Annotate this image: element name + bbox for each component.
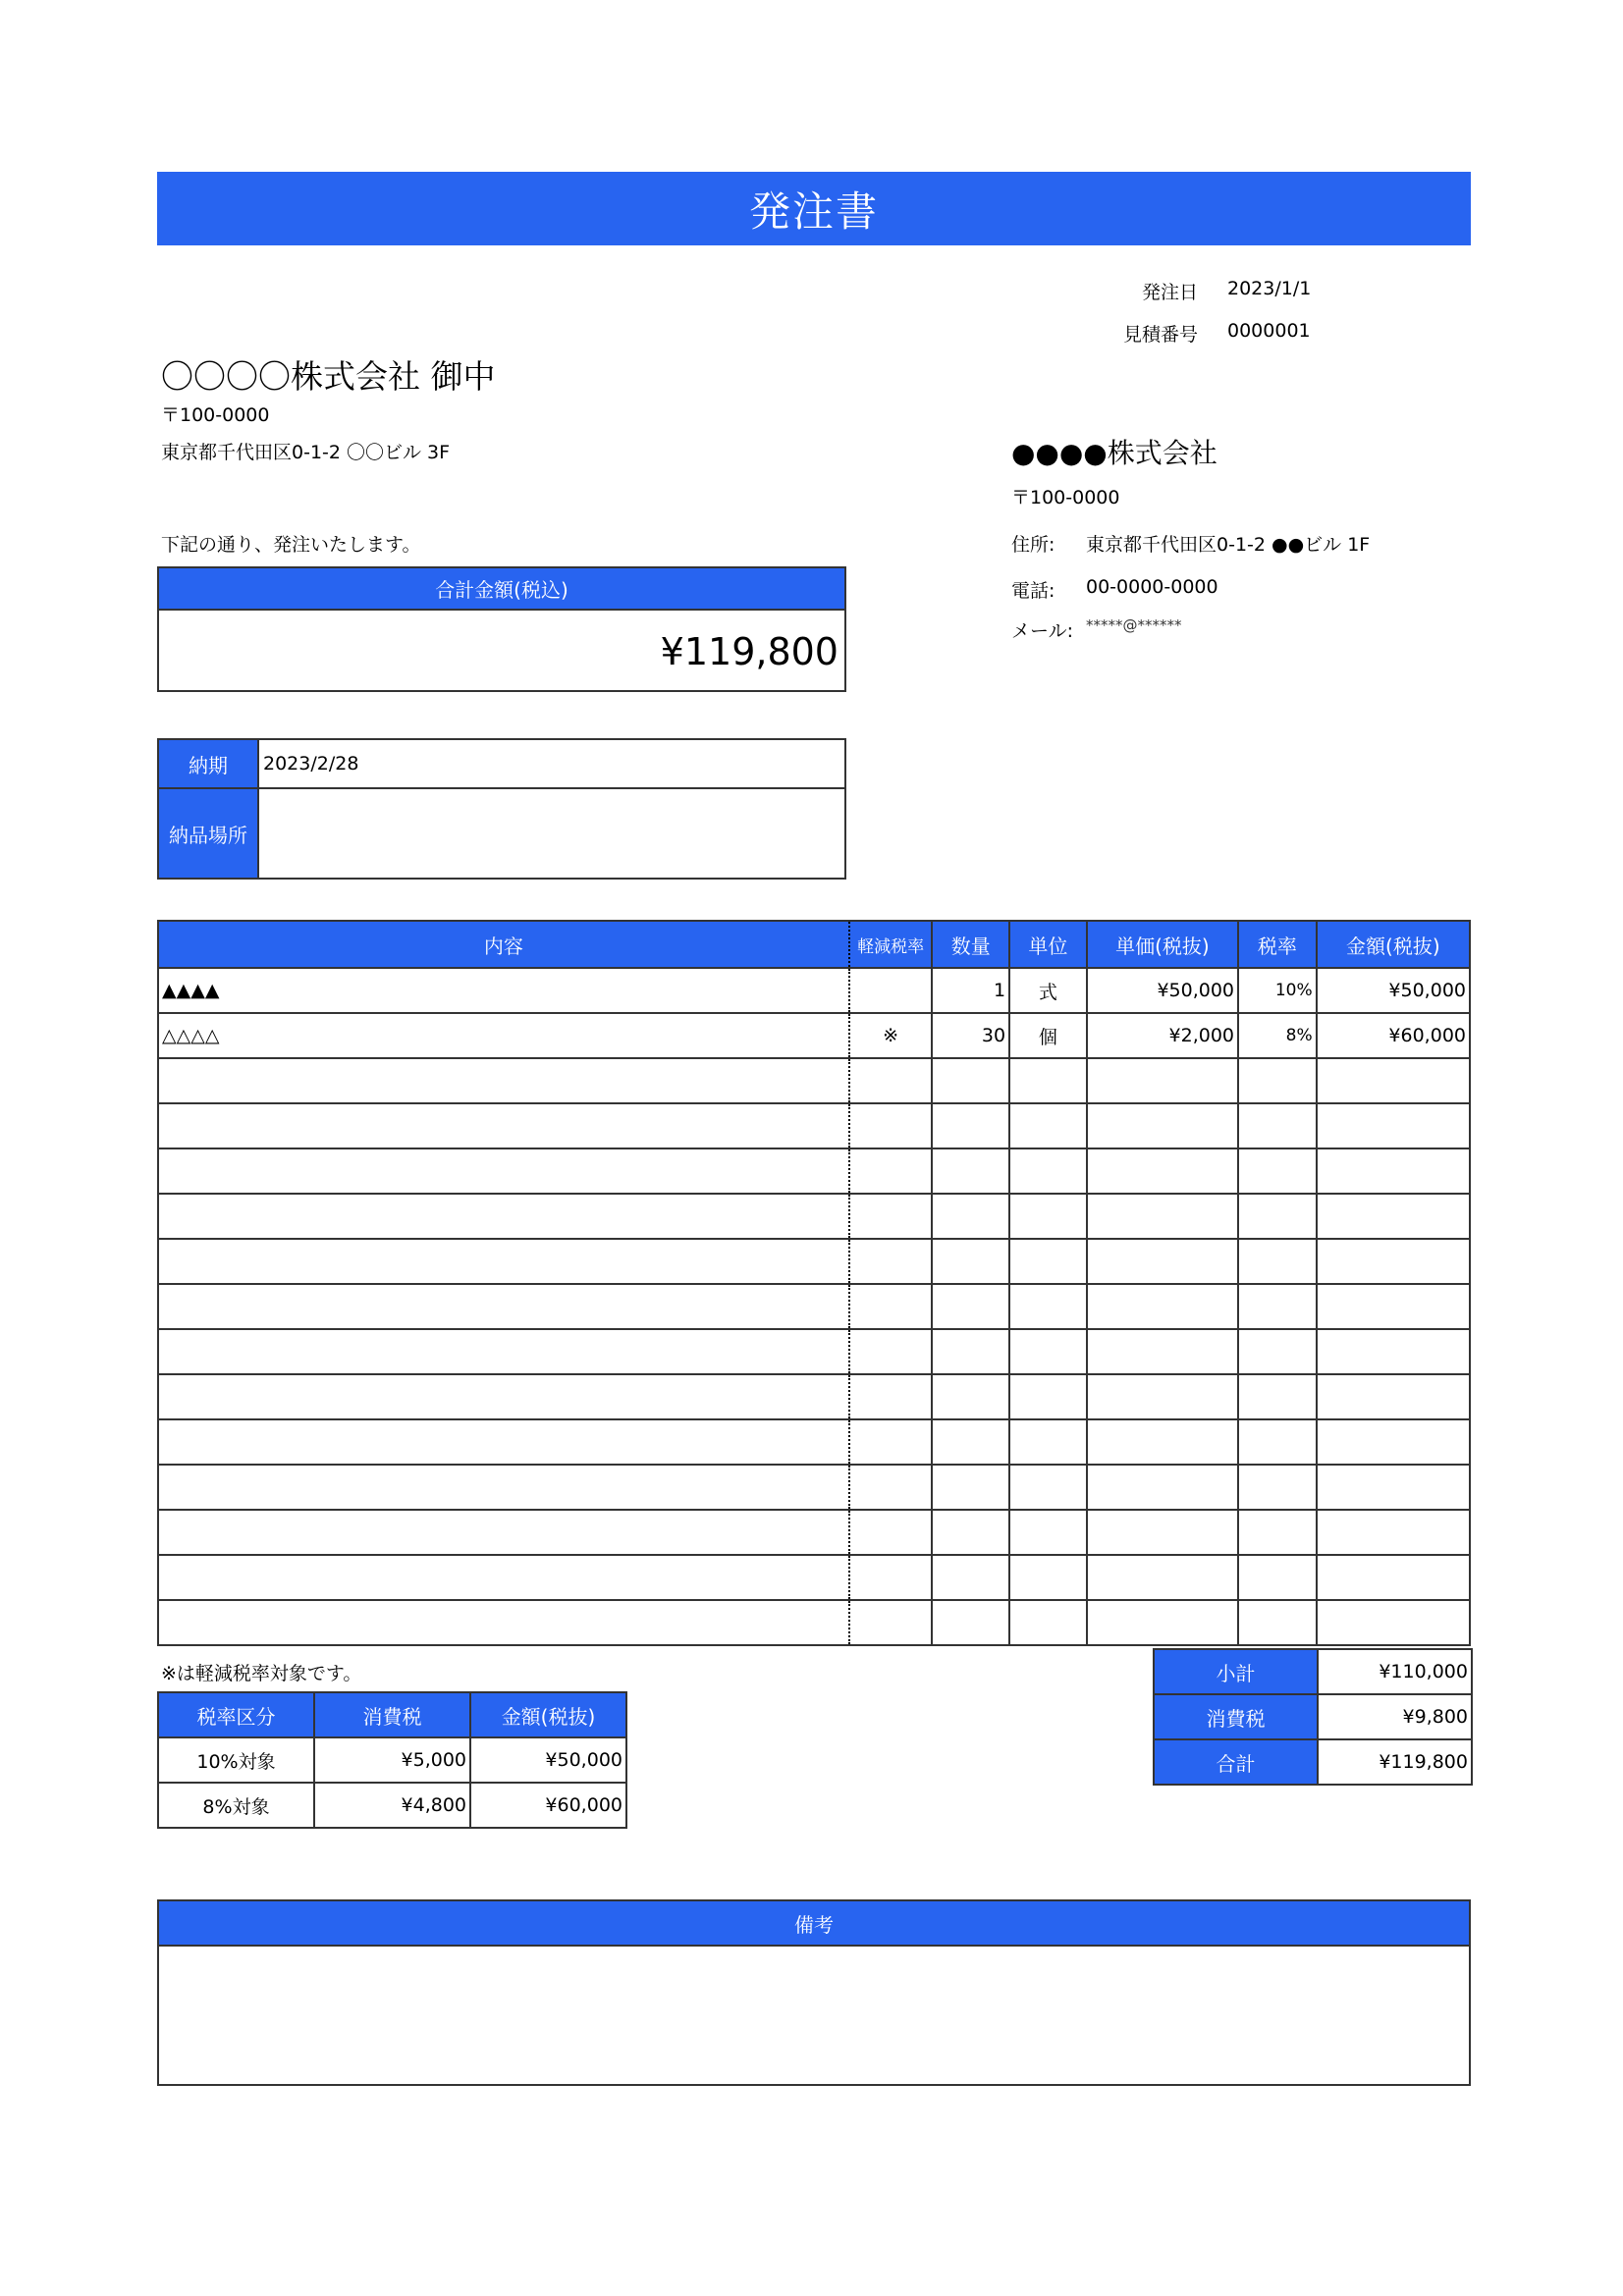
item-quantity bbox=[932, 1374, 1009, 1419]
item-tax-rate bbox=[1238, 1194, 1317, 1239]
item-reduced-rate bbox=[849, 1419, 933, 1465]
item-content bbox=[158, 1555, 849, 1600]
tax-summary-row bbox=[158, 1783, 626, 1828]
table-row bbox=[158, 1419, 1470, 1465]
item-reduced-rate bbox=[849, 1148, 933, 1194]
item-reduced-rate: ※ bbox=[849, 1013, 933, 1058]
sender-phone-label: 電話: bbox=[1011, 580, 1055, 602]
table-row bbox=[158, 968, 1470, 1013]
item-quantity bbox=[932, 1510, 1009, 1555]
item-tax-rate bbox=[1238, 1329, 1317, 1374]
item-content bbox=[158, 1329, 849, 1374]
item-tax-rate bbox=[1238, 1284, 1317, 1329]
item-reduced-rate bbox=[849, 1374, 933, 1419]
item-unit-price bbox=[1087, 1419, 1238, 1465]
subtotal-row bbox=[1154, 1649, 1472, 1694]
item-content: △△△△ bbox=[158, 1013, 849, 1058]
item-quantity bbox=[932, 1419, 1009, 1465]
item-content bbox=[158, 1465, 849, 1510]
recipient-postal: 〒100-0000 bbox=[161, 404, 270, 426]
item-content bbox=[158, 1239, 849, 1284]
estimate-no: 0000001 bbox=[1227, 320, 1311, 342]
item-unit bbox=[1009, 1600, 1087, 1645]
item-unit-price bbox=[1087, 1148, 1238, 1194]
header-tax-category: 税率区分 bbox=[158, 1692, 314, 1737]
item-unit bbox=[1009, 1058, 1087, 1103]
item-unit: 個 bbox=[1009, 1013, 1087, 1058]
item-quantity bbox=[932, 1600, 1009, 1645]
subtotal-label: 小計 bbox=[1154, 1649, 1318, 1694]
grand-total-label: 合計 bbox=[1154, 1739, 1318, 1785]
item-content: ▲▲▲▲ bbox=[158, 968, 849, 1013]
item-tax-rate bbox=[1238, 1374, 1317, 1419]
document-title: 発注書 bbox=[157, 172, 1471, 245]
table-row bbox=[158, 1194, 1470, 1239]
tax-row bbox=[1154, 1694, 1472, 1739]
total-amount-box bbox=[157, 566, 846, 692]
item-amount bbox=[1317, 1600, 1470, 1645]
item-unit bbox=[1009, 1555, 1087, 1600]
item-unit-price bbox=[1087, 1058, 1238, 1103]
item-unit-price bbox=[1087, 1329, 1238, 1374]
item-quantity bbox=[932, 1103, 1009, 1148]
table-row bbox=[158, 1013, 1470, 1058]
estimate-no-label: 見積番号 bbox=[1122, 324, 1198, 346]
item-reduced-rate bbox=[849, 1239, 933, 1284]
item-unit bbox=[1009, 1148, 1087, 1194]
item-quantity: 30 bbox=[932, 1013, 1009, 1058]
item-content bbox=[158, 1284, 849, 1329]
item-unit bbox=[1009, 1465, 1087, 1510]
item-quantity bbox=[932, 1555, 1009, 1600]
sender-phone: 00-0000-0000 bbox=[1086, 576, 1218, 598]
sender-email-label: メール: bbox=[1011, 620, 1074, 642]
table-row bbox=[158, 1329, 1470, 1374]
table-row bbox=[158, 1600, 1470, 1645]
header-reduced-rate: 軽減税率 bbox=[849, 921, 933, 968]
item-content bbox=[158, 1419, 849, 1465]
item-unit-price bbox=[1087, 1510, 1238, 1555]
item-amount bbox=[1317, 1465, 1470, 1510]
item-unit bbox=[1009, 1374, 1087, 1419]
delivery-info bbox=[157, 738, 846, 880]
item-content bbox=[158, 1148, 849, 1194]
tax-value: ¥4,800 bbox=[314, 1783, 470, 1828]
tax-amount: ¥60,000 bbox=[470, 1783, 626, 1828]
item-tax-rate: 8% bbox=[1238, 1013, 1317, 1058]
grand-total-row bbox=[1154, 1739, 1472, 1785]
table-row bbox=[158, 1510, 1470, 1555]
item-content bbox=[158, 1058, 849, 1103]
table-row bbox=[158, 1555, 1470, 1600]
header-unit: 単位 bbox=[1009, 921, 1087, 968]
item-amount bbox=[1317, 1058, 1470, 1103]
item-amount: ¥50,000 bbox=[1317, 968, 1470, 1013]
total-amount-label: 合計金額(税込) bbox=[159, 568, 844, 611]
item-tax-rate bbox=[1238, 1058, 1317, 1103]
item-reduced-rate bbox=[849, 1555, 933, 1600]
item-tax-rate bbox=[1238, 1419, 1317, 1465]
header-amount: 金額(税抜) bbox=[1317, 921, 1470, 968]
item-amount bbox=[1317, 1510, 1470, 1555]
tax-category: 10%対象 bbox=[158, 1737, 314, 1783]
item-unit-price: ¥50,000 bbox=[1087, 968, 1238, 1013]
order-date: 2023/1/1 bbox=[1227, 278, 1312, 299]
item-amount bbox=[1317, 1103, 1470, 1148]
table-row bbox=[158, 1284, 1470, 1329]
recipient-address: 東京都千代田区0-1-2 〇〇ビル 3F bbox=[161, 442, 451, 463]
order-date-label: 発注日 bbox=[1141, 282, 1198, 303]
remarks-text bbox=[159, 1947, 1469, 1958]
item-amount bbox=[1317, 1555, 1470, 1600]
table-row bbox=[158, 1374, 1470, 1419]
item-tax-rate bbox=[1238, 1465, 1317, 1510]
item-amount bbox=[1317, 1239, 1470, 1284]
item-unit-price bbox=[1087, 1239, 1238, 1284]
item-amount bbox=[1317, 1148, 1470, 1194]
delivery-place-row bbox=[159, 789, 844, 878]
header-unit-price: 単価(税抜) bbox=[1087, 921, 1238, 968]
item-reduced-rate bbox=[849, 1510, 933, 1555]
item-unit-price bbox=[1087, 1600, 1238, 1645]
item-unit-price bbox=[1087, 1194, 1238, 1239]
delivery-place-label: 納品場所 bbox=[159, 789, 259, 878]
item-quantity bbox=[932, 1148, 1009, 1194]
item-tax-rate bbox=[1238, 1600, 1317, 1645]
tax-category: 8%対象 bbox=[158, 1783, 314, 1828]
delivery-date: 2023/2/28 bbox=[263, 753, 359, 774]
item-quantity bbox=[932, 1329, 1009, 1374]
item-quantity bbox=[932, 1194, 1009, 1239]
item-unit-price bbox=[1087, 1103, 1238, 1148]
item-tax-rate bbox=[1238, 1555, 1317, 1600]
tax-label: 消費税 bbox=[1154, 1694, 1318, 1739]
item-unit-price bbox=[1087, 1555, 1238, 1600]
item-unit bbox=[1009, 1510, 1087, 1555]
delivery-date-row bbox=[159, 740, 844, 789]
item-reduced-rate bbox=[849, 1600, 933, 1645]
table-row bbox=[158, 1103, 1470, 1148]
item-unit bbox=[1009, 1329, 1087, 1374]
table-row bbox=[158, 1058, 1470, 1103]
remarks-box bbox=[157, 1899, 1471, 2086]
recipient-name: 〇〇〇〇株式会社 御中 bbox=[161, 357, 496, 396]
item-tax-rate: 10% bbox=[1238, 968, 1317, 1013]
item-tax-rate bbox=[1238, 1239, 1317, 1284]
delivery-place bbox=[259, 789, 844, 878]
item-reduced-rate bbox=[849, 968, 933, 1013]
item-quantity bbox=[932, 1284, 1009, 1329]
item-unit-price: ¥2,000 bbox=[1087, 1013, 1238, 1058]
item-unit bbox=[1009, 1419, 1087, 1465]
item-amount bbox=[1317, 1284, 1470, 1329]
item-reduced-rate bbox=[849, 1465, 933, 1510]
reduced-rate-note: ※は軽減税率対象です。 bbox=[161, 1663, 362, 1684]
item-quantity: 1 bbox=[932, 968, 1009, 1013]
sender-address: 東京都千代田区0-1-2 ●●ビル 1F bbox=[1086, 534, 1371, 556]
item-reduced-rate bbox=[849, 1103, 933, 1148]
tax-summary-row bbox=[158, 1737, 626, 1783]
item-content bbox=[158, 1600, 849, 1645]
header-quantity: 数量 bbox=[932, 921, 1009, 968]
items-header-row bbox=[158, 921, 1470, 968]
item-reduced-rate bbox=[849, 1329, 933, 1374]
subtotal-value: ¥110,000 bbox=[1318, 1649, 1472, 1694]
tax-value: ¥5,000 bbox=[314, 1737, 470, 1783]
item-content bbox=[158, 1194, 849, 1239]
item-quantity bbox=[932, 1058, 1009, 1103]
item-content bbox=[158, 1103, 849, 1148]
item-tax-rate bbox=[1238, 1103, 1317, 1148]
header-amount-excl-tax: 金額(税抜) bbox=[470, 1692, 626, 1737]
item-unit bbox=[1009, 1103, 1087, 1148]
tax-summary-table bbox=[157, 1691, 627, 1829]
sender-address-label: 住所: bbox=[1011, 534, 1055, 556]
item-reduced-rate bbox=[849, 1284, 933, 1329]
remarks-label: 備考 bbox=[159, 1901, 1469, 1947]
item-tax-rate bbox=[1238, 1510, 1317, 1555]
item-amount bbox=[1317, 1329, 1470, 1374]
intro-text: 下記の通り、発注いたします。 bbox=[161, 534, 421, 556]
item-quantity bbox=[932, 1465, 1009, 1510]
header-tax-rate: 税率 bbox=[1238, 921, 1317, 968]
sender-name: ●●●●株式会社 bbox=[1011, 437, 1217, 469]
grand-total-value: ¥119,800 bbox=[1318, 1739, 1472, 1785]
item-amount: ¥60,000 bbox=[1317, 1013, 1470, 1058]
item-content bbox=[158, 1374, 849, 1419]
item-tax-rate bbox=[1238, 1148, 1317, 1194]
sender-email: *****@****** bbox=[1086, 616, 1182, 634]
table-row bbox=[158, 1148, 1470, 1194]
item-unit: 式 bbox=[1009, 968, 1087, 1013]
tax-total-value: ¥9,800 bbox=[1318, 1694, 1472, 1739]
item-unit-price bbox=[1087, 1284, 1238, 1329]
table-row bbox=[158, 1465, 1470, 1510]
total-amount-value: ¥119,800 bbox=[660, 629, 839, 673]
item-unit-price bbox=[1087, 1374, 1238, 1419]
header-content: 内容 bbox=[158, 921, 849, 968]
tax-summary-header-row bbox=[158, 1692, 626, 1737]
sender-postal: 〒100-0000 bbox=[1011, 487, 1120, 508]
item-amount bbox=[1317, 1374, 1470, 1419]
items-table bbox=[157, 920, 1471, 1646]
totals-table bbox=[1153, 1648, 1473, 1786]
item-reduced-rate bbox=[849, 1058, 933, 1103]
item-unit-price bbox=[1087, 1465, 1238, 1510]
item-reduced-rate bbox=[849, 1194, 933, 1239]
tax-amount: ¥50,000 bbox=[470, 1737, 626, 1783]
header-consumption-tax: 消費税 bbox=[314, 1692, 470, 1737]
item-content bbox=[158, 1510, 849, 1555]
item-unit bbox=[1009, 1239, 1087, 1284]
delivery-date-label: 納期 bbox=[159, 740, 259, 787]
item-unit bbox=[1009, 1194, 1087, 1239]
item-unit bbox=[1009, 1284, 1087, 1329]
item-quantity bbox=[932, 1239, 1009, 1284]
table-row bbox=[158, 1239, 1470, 1284]
item-amount bbox=[1317, 1194, 1470, 1239]
item-amount bbox=[1317, 1419, 1470, 1465]
